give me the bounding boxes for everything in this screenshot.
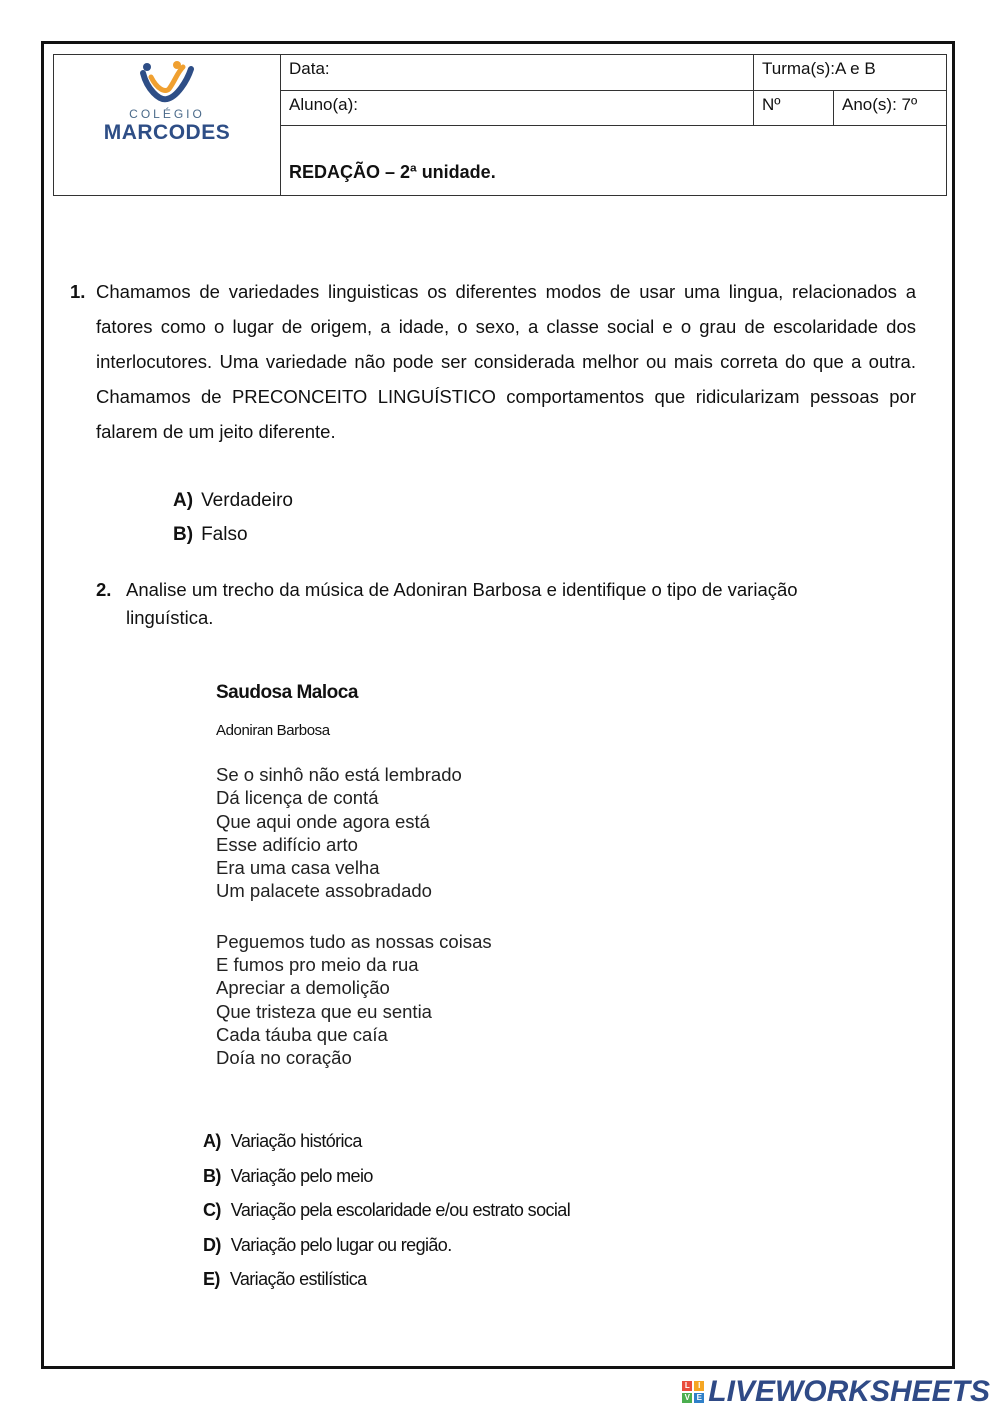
- brand-text: LIVEWORKSHEETS: [708, 1375, 990, 1408]
- option-letter: B): [173, 524, 194, 545]
- school-logo: [62, 59, 272, 145]
- school-emblem-icon: [137, 59, 197, 105]
- brand-letter: E: [694, 1393, 704, 1403]
- logo-small-text: COLÉGIO: [129, 107, 205, 121]
- option-letter: E): [203, 1269, 220, 1289]
- option-text: Variação estilística: [229, 1269, 367, 1289]
- stanza-1: [216, 763, 492, 903]
- brand-logo-icon: [682, 1381, 704, 1403]
- option-text: Verdadeiro: [201, 490, 293, 511]
- lyric-line: Cada táuba que caía: [216, 1023, 388, 1045]
- brand-letter: I: [694, 1381, 704, 1391]
- option-letter: A): [203, 1131, 221, 1151]
- number-field: Nº: [754, 91, 834, 126]
- option-a[interactable]: [173, 484, 293, 518]
- song-title: Saudosa Maloca: [216, 682, 358, 703]
- stanza-2: [216, 930, 492, 1070]
- lyric-line: Esse adifício arto: [216, 833, 358, 855]
- brand-letter: L: [682, 1381, 692, 1391]
- question-1-options: [173, 484, 293, 552]
- question-2: [96, 576, 886, 632]
- logo-cell: [54, 55, 281, 196]
- option-text: Variação pela escolaridade e/ou estrato social: [230, 1200, 571, 1220]
- date-field: Data:: [281, 55, 754, 91]
- option-letter: D): [203, 1234, 221, 1255]
- song-author: Adoniran Barbosa: [216, 722, 330, 739]
- option-letter: B): [203, 1165, 221, 1186]
- question-number: 1.: [70, 281, 86, 302]
- option-a[interactable]: [203, 1124, 570, 1159]
- option-text: Falso: [201, 524, 248, 545]
- question-text: Chamamos de variedades linguisticas os diferentes modos de usar uma lingua, relacionados a fatores como o lugar de origem, a idade, o sexo, a classe social e o grau de escolaridade dos interlocutores. Uma variedade não pode ser considerada melhor ou mais correta do que a outra. Chamamos de PRECONCEITO LINGUÍSTICO comportamentos que ridicularizam pessoas por falarem de um jeito diferente.: [96, 281, 916, 442]
- option-letter: C): [203, 1200, 221, 1220]
- lyric-line: Peguemos tudo as nossas coisas: [216, 930, 492, 952]
- class-field: Turma(s):A e B: [754, 55, 947, 91]
- lyric-line: Que tristeza que eu sentia: [216, 1000, 432, 1022]
- option-e[interactable]: [203, 1262, 570, 1297]
- liveworksheets-brand[interactable]: [682, 1374, 990, 1410]
- lyric-line: Doía no coração: [216, 1047, 352, 1069]
- logo-name: MARCODES: [103, 121, 231, 144]
- option-text: Variação pelo lugar ou região.: [230, 1234, 452, 1255]
- lyric-line: Que aqui onde agora está: [216, 810, 430, 832]
- lyric-line: Dá licença de contá: [216, 787, 379, 809]
- option-c[interactable]: [203, 1193, 570, 1228]
- lyric-line: Um palacete assobradado: [216, 880, 432, 902]
- page-title: REDAÇÃO – 2ª unidade.: [281, 126, 947, 196]
- option-b[interactable]: [203, 1159, 570, 1194]
- question-1: [70, 274, 916, 449]
- student-field: Aluno(a):: [281, 91, 754, 126]
- option-b[interactable]: [173, 518, 293, 552]
- option-letter: A): [173, 490, 194, 511]
- question-text: Analise um trecho da música de Adoniran Barbosa e identifique o tipo de variação linguística.: [126, 579, 798, 628]
- lyric-line: E fumos pro meio da rua: [216, 954, 419, 976]
- question-number: 2.: [96, 579, 112, 600]
- header-table: [53, 54, 947, 196]
- song-excerpt: [216, 682, 492, 1070]
- option-text: Variação pelo meio: [230, 1165, 373, 1186]
- lyric-line: Era uma casa velha: [216, 857, 380, 879]
- question-2-options: [203, 1124, 570, 1297]
- option-d[interactable]: [203, 1228, 570, 1263]
- year-field: Ano(s): 7º: [834, 91, 947, 126]
- brand-letter: V: [682, 1393, 692, 1403]
- lyric-line: Se o sinhô não está lembrado: [216, 764, 462, 785]
- lyric-line: Apreciar a demolição: [216, 977, 390, 999]
- option-text: Variação histórica: [230, 1131, 362, 1151]
